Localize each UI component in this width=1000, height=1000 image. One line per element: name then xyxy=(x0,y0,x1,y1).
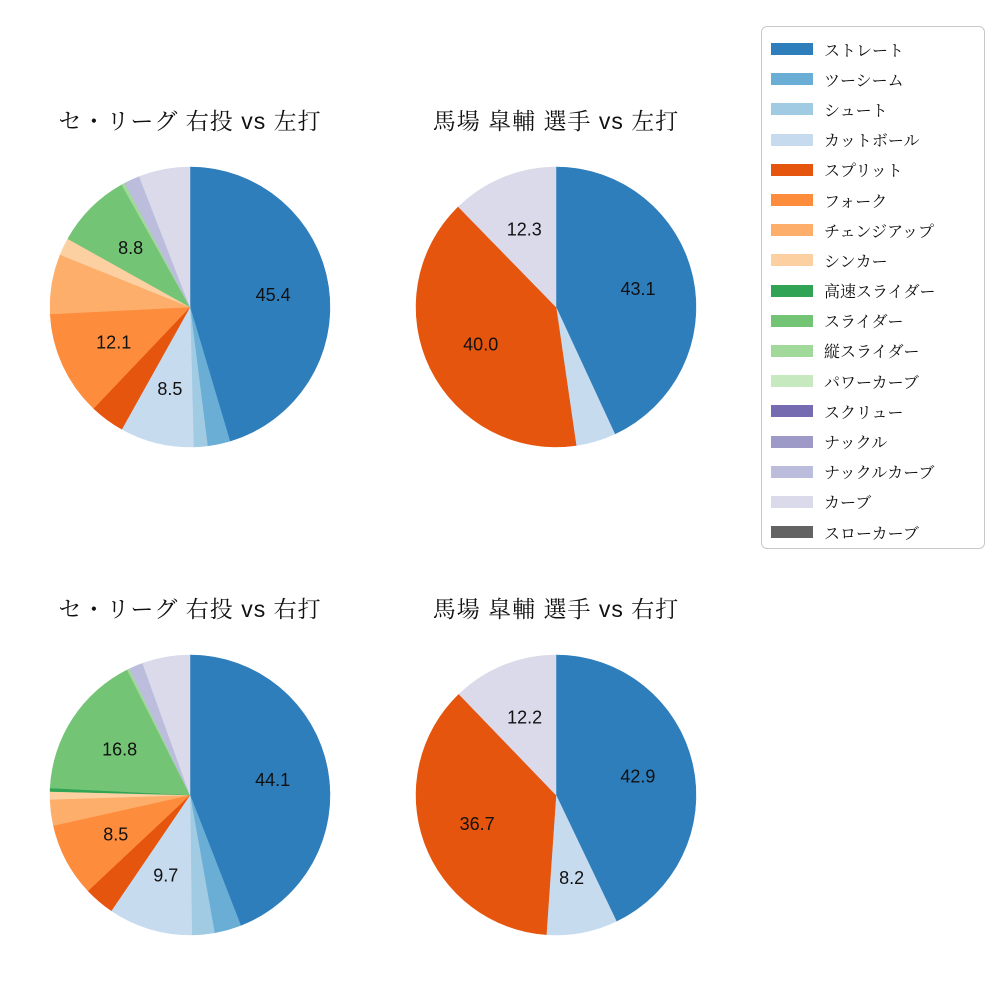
legend-item-label: ツーシーム xyxy=(824,72,904,90)
legend-item-label: 縦スライダー xyxy=(824,344,920,362)
legend-item-label: スクリュー xyxy=(824,404,904,422)
legend-swatch-icon xyxy=(771,315,813,327)
legend-item xyxy=(771,155,984,185)
legend-item xyxy=(771,517,984,547)
legend-item xyxy=(771,457,984,487)
legend-item-label: ナックル xyxy=(824,435,888,453)
chart-title: 馬場 皐輔 選手 vs 左打 xyxy=(432,108,680,134)
legend-item xyxy=(771,215,984,245)
slice-value-label: 8.8 xyxy=(118,237,144,258)
slice-value-label: 43.1 xyxy=(620,279,656,300)
legend-item xyxy=(771,426,984,456)
legend-item-label: ナックルカーブ xyxy=(824,465,935,483)
chart-ce-league-rhp-vs-lhb xyxy=(45,108,335,452)
slice-value-label: 12.1 xyxy=(96,332,132,353)
legend-swatch-icon xyxy=(771,405,813,417)
slice-value-label: 40.0 xyxy=(463,334,499,355)
legend-item-label: チェンジアップ xyxy=(824,223,935,241)
legend-swatch-icon xyxy=(771,73,813,85)
legend-item xyxy=(771,245,984,275)
pie-chart xyxy=(411,650,701,940)
legend-item-label: フォーク xyxy=(824,193,888,211)
legend-item xyxy=(771,396,984,426)
legend-swatch-icon xyxy=(771,224,813,236)
legend-item-label: カットボール xyxy=(824,133,920,151)
legend-item-label: スプリット xyxy=(824,163,903,181)
slice-value-label: 12.3 xyxy=(506,219,542,240)
slice-value-label: 44.1 xyxy=(255,769,291,790)
chart-title: セ・リーグ 右投 vs 左打 xyxy=(58,108,322,134)
chart-baba-kosuke-vs-lhb xyxy=(411,108,701,452)
legend-swatch-icon xyxy=(771,103,813,115)
legend-swatch-icon xyxy=(771,285,813,297)
legend-item-label: シュート xyxy=(824,102,888,120)
pie-chart xyxy=(411,162,701,452)
legend-item-label: 高速スライダー xyxy=(824,284,936,302)
legend-item-label: パワーカーブ xyxy=(824,374,919,392)
pie-chart xyxy=(45,162,335,452)
legend-item xyxy=(771,276,984,306)
chart-ce-league-rhp-vs-rhb xyxy=(45,596,335,940)
pie-chart xyxy=(45,650,335,940)
legend-item xyxy=(771,306,984,336)
slice-value-label: 36.7 xyxy=(459,814,495,834)
legend-swatch-icon xyxy=(771,164,813,176)
legend-item-label: ストレート xyxy=(824,42,905,60)
legend-item-label: シンカー xyxy=(824,253,888,271)
legend-swatch-icon xyxy=(771,496,813,508)
legend-item-label: スライダー xyxy=(824,314,904,332)
chart-title: 馬場 皐輔 選手 vs 右打 xyxy=(432,596,680,622)
legend-swatch-icon xyxy=(771,134,813,146)
legend-swatch-icon xyxy=(771,375,813,387)
legend-item xyxy=(771,64,984,94)
legend-item xyxy=(771,185,984,215)
legend-item-label: カーブ xyxy=(824,495,872,513)
legend-swatch-icon xyxy=(771,194,813,206)
chart-baba-kosuke-vs-rhb xyxy=(411,596,701,940)
legend-swatch-icon xyxy=(771,345,813,357)
slice-value-label: 45.4 xyxy=(255,285,291,306)
legend-item xyxy=(771,336,984,366)
legend-swatch-icon xyxy=(771,526,813,538)
legend-item xyxy=(771,366,984,396)
legend-item xyxy=(771,125,984,155)
legend-swatch-icon xyxy=(771,466,813,478)
legend-item xyxy=(771,94,984,124)
slice-value-label: 8.5 xyxy=(103,824,129,845)
legend-item xyxy=(771,34,984,64)
legend-item-label: スローカーブ xyxy=(824,525,919,543)
slice-value-label: 8.2 xyxy=(559,867,585,888)
legend-swatch-icon xyxy=(771,254,813,266)
legend-item xyxy=(771,487,984,517)
slice-value-label: 8.5 xyxy=(157,378,183,399)
slice-value-label: 9.7 xyxy=(153,865,179,886)
slice-value-label: 12.2 xyxy=(507,707,543,728)
slice-value-label: 16.8 xyxy=(102,739,138,760)
legend-swatch-icon xyxy=(771,43,813,55)
legend-swatch-icon xyxy=(771,436,813,448)
slice-value-label: 42.9 xyxy=(620,766,656,787)
legend xyxy=(761,26,985,549)
chart-title: セ・リーグ 右投 vs 右打 xyxy=(58,596,322,622)
